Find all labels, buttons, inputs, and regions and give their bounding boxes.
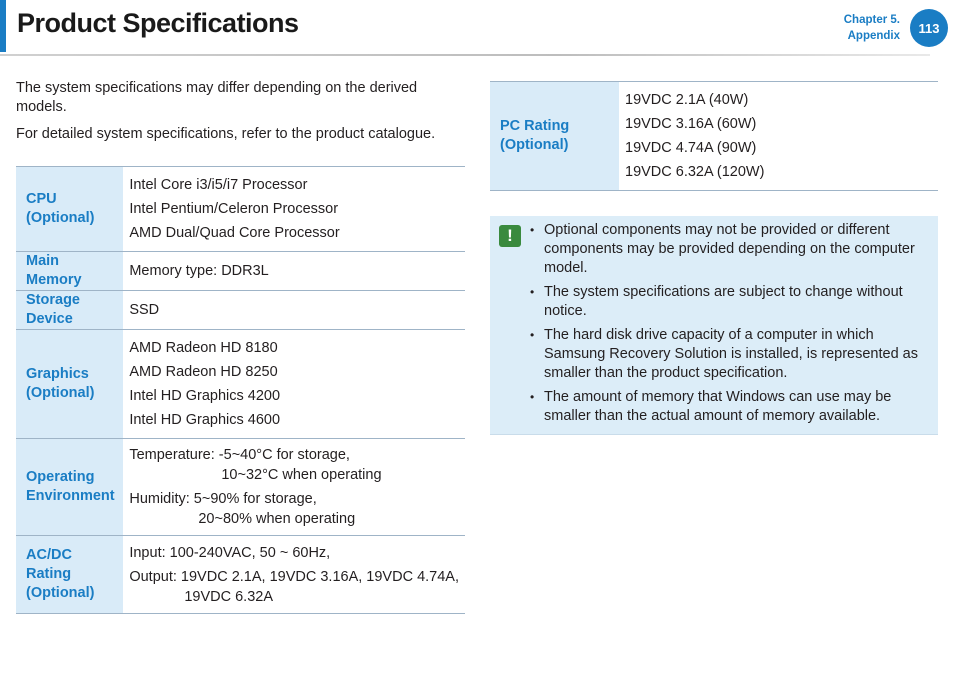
spec-line: SSD xyxy=(129,302,160,318)
spec-table xyxy=(16,166,465,614)
spec-label: Graphics (Optional) xyxy=(16,330,123,439)
spec-line: 19VDC 3.16A (60W) xyxy=(625,116,757,132)
spec-line: 10~32°C when operating xyxy=(221,467,382,483)
spec-line: Temperature: -5~40°C for storage, xyxy=(129,447,350,463)
spec-line: AMD Radeon HD 8250 xyxy=(129,364,278,380)
chapter-name: Appendix xyxy=(847,30,900,42)
spec-label: CPU (Optional) xyxy=(16,167,123,252)
table-row xyxy=(16,439,465,536)
list-item: • The amount of memory that Windows can use may be smaller than the actual amount of memory available. xyxy=(526,388,936,426)
spec-label: AC/DC Rating (Optional) xyxy=(16,536,123,614)
spec-line: 19VDC 6.32A (120W) xyxy=(625,164,765,180)
exclamation-icon: ! xyxy=(499,225,521,247)
spec-line: AMD Dual/Quad Core Processor xyxy=(129,225,340,241)
note-box xyxy=(490,216,938,435)
spec-line: Memory type: DDR3L xyxy=(129,263,269,279)
note-list xyxy=(526,221,936,431)
spec-line: Input: 100-240VAC, 50 ~ 60Hz, xyxy=(129,544,331,561)
table-row xyxy=(16,291,465,330)
intro-text xyxy=(16,79,466,152)
table-row xyxy=(16,167,465,252)
page-number-badge: 113 xyxy=(910,9,948,47)
spec-value xyxy=(123,439,465,536)
spec-line: Intel HD Graphics 4200 xyxy=(129,388,281,404)
spec-line: Intel Core i3/i5/i7 Processor xyxy=(129,177,308,193)
spec-value xyxy=(123,330,465,439)
spec-line: 20~80% when operating xyxy=(198,511,356,527)
spec-line: Output: 19VDC 2.1A, 19VDC 3.16A, 19VDC 4.74A, xyxy=(129,568,459,585)
spec-line: Humidity: 5~90% for storage, xyxy=(129,491,317,507)
spec-label: PC Rating (Optional) xyxy=(490,82,619,191)
chapter-number: Chapter 5. xyxy=(843,14,900,26)
spec-value xyxy=(123,291,465,330)
chapter-label xyxy=(844,12,900,44)
page-title: Product Specifications xyxy=(17,8,299,38)
spec-line: 19VDC 4.74A (90W) xyxy=(625,140,757,156)
intro-paragraph: The system specifications may differ depending on the derived models. xyxy=(16,80,418,115)
list-item: • Optional components may not be provided or different components may be provided depending on the computer model. xyxy=(526,221,936,278)
table-row xyxy=(16,330,465,439)
spec-label: Storage Device xyxy=(16,291,123,330)
intro-paragraph: For detailed system specifications, refer to the product catalogue. xyxy=(16,126,436,142)
header-divider xyxy=(0,54,930,56)
table-row xyxy=(16,252,465,291)
pc-rating-table xyxy=(490,81,938,191)
spec-value xyxy=(123,167,465,252)
spec-value xyxy=(123,252,465,291)
list-item: • The hard disk drive capacity of a computer in which Samsung Recovery Solution is installed, is represented as smaller than the product specification. xyxy=(526,326,936,383)
title-accent-bar xyxy=(0,0,6,52)
list-item: • The system specifications are subject to change without notice. xyxy=(526,283,936,321)
spec-line: AMD Radeon HD 8180 xyxy=(129,340,278,356)
spec-line: 19VDC 6.32A xyxy=(184,588,274,605)
spec-label: Main Memory xyxy=(16,252,123,291)
spec-line: Intel HD Graphics 4600 xyxy=(129,412,281,428)
table-row xyxy=(490,82,938,191)
spec-line: Intel Pentium/Celeron Processor xyxy=(129,201,339,217)
spec-line: 19VDC 2.1A (40W) xyxy=(625,92,749,108)
spec-label: Operating Environment xyxy=(16,439,123,536)
table-row xyxy=(16,536,465,614)
spec-value xyxy=(619,82,938,191)
spec-value xyxy=(123,536,465,614)
